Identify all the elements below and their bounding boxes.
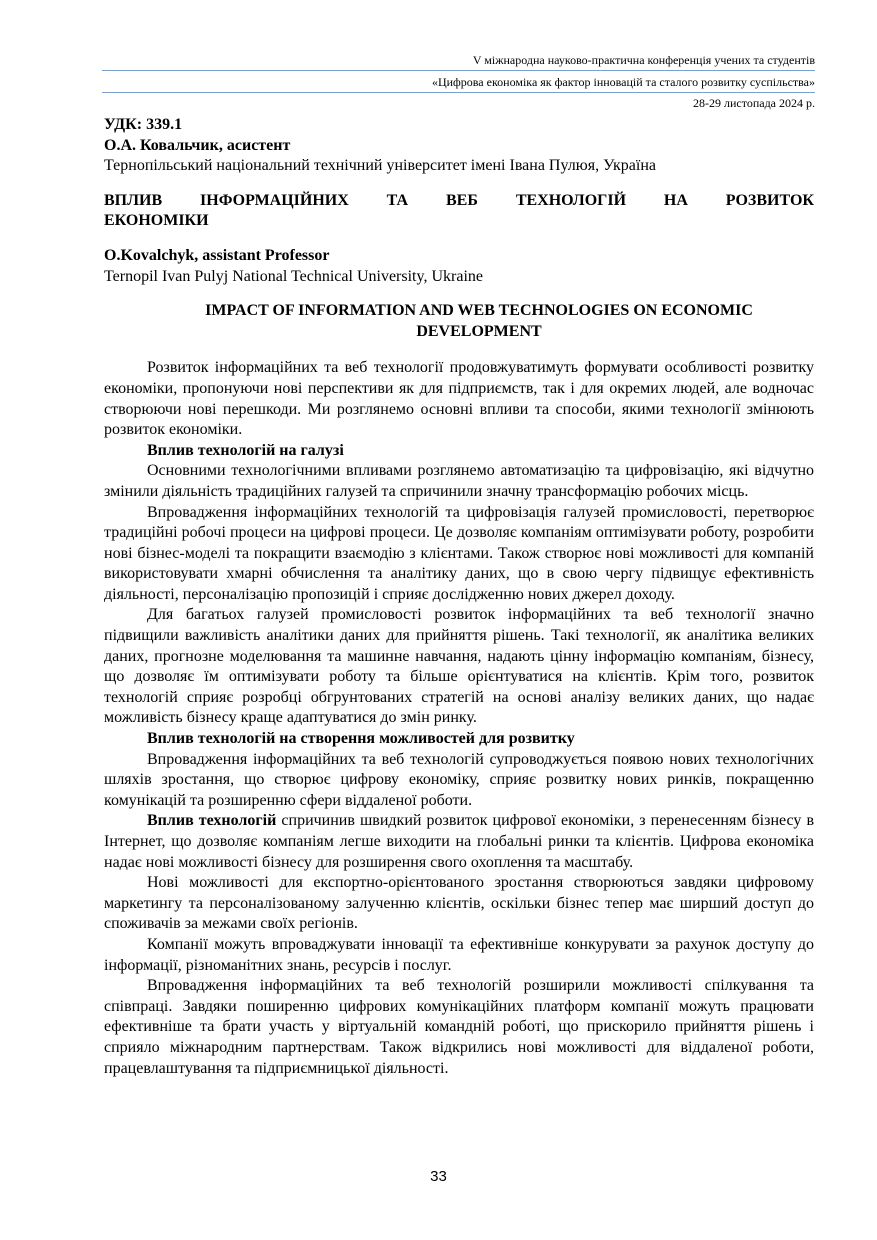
paragraph-2: Основними технологічними впливами розглянемо автоматизацію та цифровізацію, які відчутно змінили діяльність традиційних галузей та спричинили значну трансформацію робочих місць. bbox=[104, 462, 814, 500]
article bbox=[104, 115, 814, 1079]
author-en: O.Kovalchyk, assistant Professor bbox=[104, 246, 330, 264]
affiliation-ua: Тернопільський національний технічний університет імені Івана Пулюя, Україна bbox=[104, 157, 656, 175]
udc-code: УДК: 339.1 bbox=[104, 116, 183, 133]
conference-dates: 28-29 листопада 2024 р. bbox=[693, 96, 815, 110]
paragraph-1: Розвиток інформаційних та веб технології продовжуватимуть формувати особливості розвитку економіки, пропонуючи нові перспективи як для підприємств, так і для окремих людей, але водночас створюючи нові перешкоди. Ми розглянемо основні впливи та способи, якими технології змінюють розвиток економіки. bbox=[104, 359, 814, 439]
article-title-en: IMPACT OF INFORMATION AND WEB TECHNOLOGIES ON ECONOMIC DEVELOPMENT bbox=[205, 302, 753, 340]
section-heading-2: Вплив технологій на створення можливостей для розвитку bbox=[147, 730, 575, 748]
paragraph-9: Впровадження інформаційних та веб технологій розширили можливості спілкування та співпраці. Завдяки поширенню цифрових комунікаційних платформ компанії можуть працювати ефективніше та брати участь у віртуальній командній роботі, що прискорило прийняття рішень і сприяло міжнародним партнерствам. Також відкрились нові можливості для віддаленої роботи, працевлаштування та підприємницької діяльності. bbox=[104, 977, 814, 1077]
author-ua: О.А. Ковальчик, асистент bbox=[104, 136, 291, 154]
header-rule-2 bbox=[102, 92, 815, 93]
paragraph-3: Впровадження інформаційних технологій та цифровізація галузей промисловості, перетворює традиційні робочі процеси на цифрові процеси. Це дозволяє компаніям оптимізувати роботу, розробити нові бізнес-моделі та покращити взаємодію з клієнтами. Також створює нові можливості для компаній використовувати хмарні обчислення та аналітику даних, що в свою чергу підвищує ефективність діяльності, персоналізацію пропозицій і сприяє дослідженню нових джерел доходу. bbox=[104, 503, 814, 603]
section-heading-1: Вплив технологій на галузі bbox=[147, 441, 344, 459]
conference-theme: «Цифрова економіка як фактор інновацій та сталого розвитку суспільства» bbox=[431, 75, 815, 89]
page-number: 33 bbox=[430, 1168, 447, 1185]
conference-header: V міжнародна науково-практична конференція учених та студентів bbox=[472, 53, 815, 67]
paragraph-6-text: спричинив швидкий розвиток цифрової економіки, з перенесенням бізнесу в Інтернет, що дозволяє компаніям легше виходити на глобальні ринки та клієнтів. Цифрова економіка надає нові можливості бізнесу для розширення свого охоплення та масштабу. bbox=[104, 812, 814, 871]
affiliation-en: Ternopil Ivan Pulyj National Technical University, Ukraine bbox=[104, 267, 483, 285]
paragraph-8: Компанії можуть впроваджувати інновації та ефективніше конкурувати за рахунок доступу до інформації, різноманітних знань, ресурсів і послуг. bbox=[104, 935, 814, 974]
paragraph-5: Впровадження інформаційних та веб технологій супроводжується появою нових технологічних шляхів зростання, що створює цифрову економіку, сприяє розвитку нових ринків, покращенню комунікацій та розширенню сфери віддаленої роботи. bbox=[104, 750, 814, 809]
paragraph-6-lead: Вплив технологій bbox=[147, 812, 277, 830]
paragraph-7: Нові можливості для експортно-орієнтованого зростання створюються завдяки цифровому маркетингу та персоналізованому залученню клієнтів, оскільки бізнес тепер має ширший доступ до споживачів за межами своїх регіонів. bbox=[104, 874, 814, 933]
paragraph-4: Для багатьох галузей промисловості розвиток інформаційних та веб технології значно підвищили важливість аналітики даних для прийняття рішень. Такі технології, як аналітика великих даних, прогнозне моделювання та машинне навчання, надають цінну інформацію компаніям, бізнесу, що дозволяє їм оптимізувати роботу та більше орієнтуватися на клієнтів. Крім того, розвиток технологій сприяє розробці обгрунтованих стратегій на основі аналізу великих даних, що надає можливість бізнесу краще адаптуватися до змін ринку. bbox=[104, 606, 814, 727]
article-title-ua-line1: ВПЛИВ ІНФОРМАЦІЙНИХ ТА ВЕБ ТЕХНОЛОГІЙ НА РОЗВИТОК bbox=[104, 191, 814, 209]
article-title-ua-line2: ЕКОНОМІКИ bbox=[104, 212, 209, 230]
paragraph-6 bbox=[104, 811, 814, 873]
header-rule bbox=[102, 70, 815, 71]
